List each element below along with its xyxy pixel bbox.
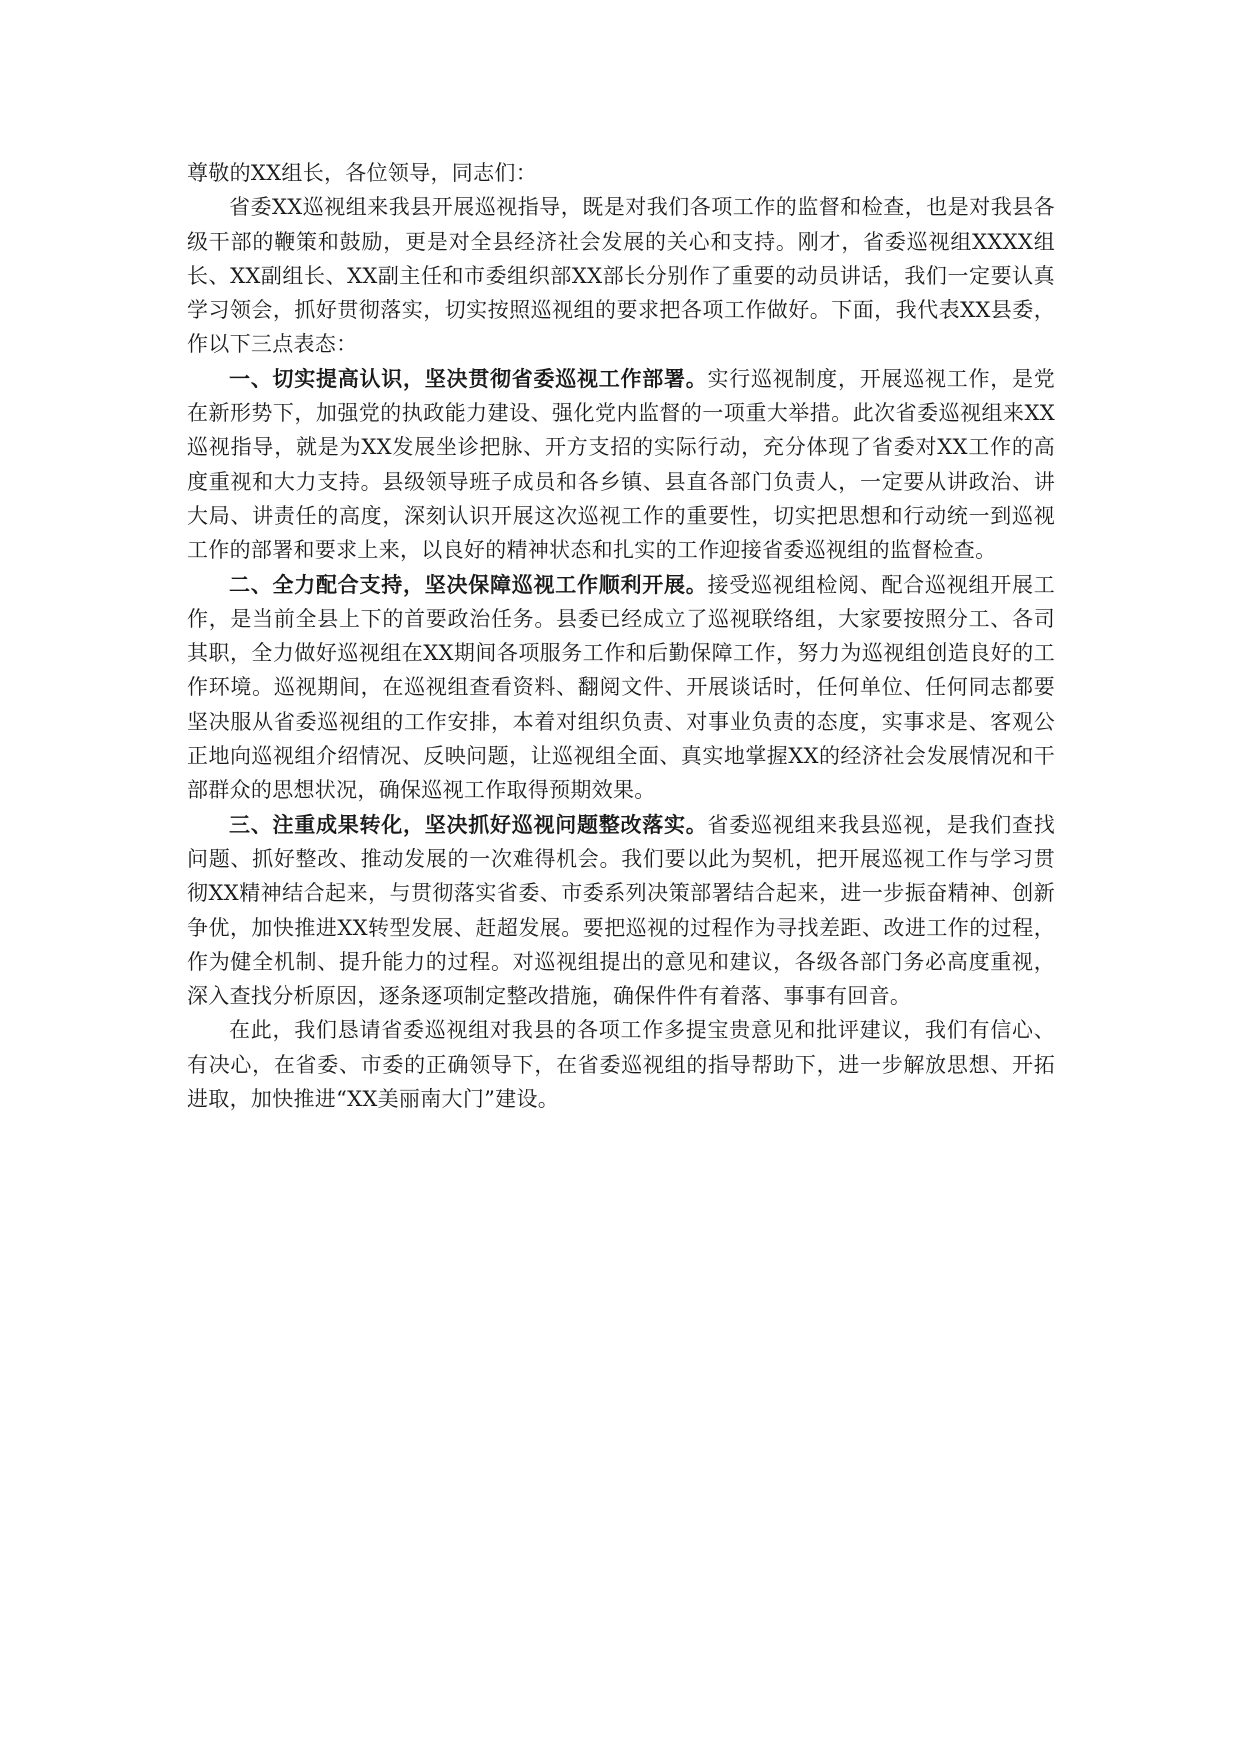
point-body-1: 实行巡视制度，开展巡视工作，是党在新形势下，加强党的执政能力建设、强化党内监督的一项重大举措。此次省委巡视组来XX巡视指导，就是为XX发展坐诊把脉、开方支招的实际行动，充分体现了省委对XX工作的高度重视和大力支持。县级领导班子成员和各乡镇、县直各部门负责人，一定要从讲政治、讲大局、讲责任的高度，深刻认识开展这次巡视工作的重要性，切实把思想和行动统一到巡视工作的部署和要求上来，以良好的精神状态和扎实的工作迎接省委巡视组的监督检查。 — [187, 366, 1055, 563]
point-heading-2: 二、全力配合支持，坚决保障巡视工作顺利开展。 — [229, 571, 708, 597]
salutation: 尊敬的XX组长，各位领导，同志们： — [187, 161, 537, 185]
point-heading-1: 一、切实提高认识，坚决贯彻省委巡视工作部署。 — [229, 365, 708, 391]
point-body-3: 省委巡视组来我县巡视，是我们查找问题、抓好整改、推动发展的一次难得机会。我们要以此为契机，把开展巡视工作与学习贯彻XX精神结合起来，与贯彻落实省委、市委系列决策部署结合起来，进一步振奋精神、创新争优，加快推进XX转型发展、赶超发展。要把巡视的过程作为寻找差距、改进工作的过程，作为健全机制、提升能力的过程。对巡视组提出的意见和建议，各级各部门务必高度重视，深入查找分析原因，逐条逐项制定整改措施，确保件件有着落、事事有回音。 — [187, 812, 1055, 1009]
point-heading-3: 三、注重成果转化，坚决抓好巡视问题整改落实。 — [229, 811, 708, 837]
point-paragraph-1 — [187, 362, 1055, 568]
closing-paragraph: 在此，我们恳请省委巡视组对我县的各项工作多提宝贵意见和批评建议，我们有信心、有决心，在省委、市委的正确领导下，在省委巡视组的指导帮助下，进一步解放思想、开拓进取，加快推进“XX美丽南大门”建设。 — [187, 1018, 1055, 1112]
point-paragraph-2 — [187, 568, 1055, 808]
intro-paragraph: 省委XX巡视组来我县开展巡视指导，既是对我们各项工作的监督和检查，也是对我县各级干部的鞭策和鼓励，更是对全县经济社会发展的关心和支持。刚才，省委巡视组XXXX组长、XX副组长、XX副主任和市委组织部XX部长分别作了重要的动员讲话，我们一定要认真学习领会，抓好贯彻落实，切实按照巡视组的要求把各项工作做好。下面，我代表XX县委，作以下三点表态： — [187, 195, 1055, 357]
point-paragraph-3 — [187, 808, 1055, 1014]
speech-body — [187, 156, 1055, 1116]
point-body-2: 接受巡视组检阅、配合巡视组开展工作，是当前全县上下的首要政治任务。县委已经成立了巡视联络组，大家要按照分工、各司其职，全力做好巡视组在XX期间各项服务工作和后勤保障工作，努力为巡视组创造良好的工作环境。巡视期间，在巡视组查看资料、翻阅文件、开展谈话时，任何单位、任何同志都要坚决服从省委巡视组的工作安排，本着对组织负责、对事业负责的态度，实事求是、客观公正地向巡视组介绍情况、反映问题，让巡视组全面、真实地掌握XX的经济社会发展情况和干部群众的思想状况，确保巡视工作取得预期效果。 — [187, 572, 1055, 803]
